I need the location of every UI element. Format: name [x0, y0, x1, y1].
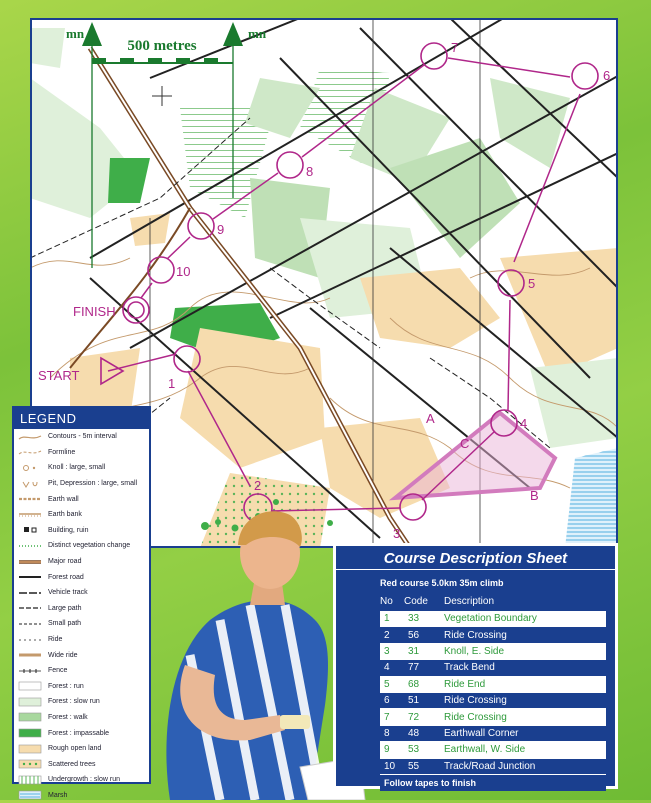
- table-row: 2 56 Ride Crossing: [380, 627, 606, 643]
- building-symbol-icon: [18, 525, 42, 535]
- forest-walk-swatch-icon: [18, 712, 42, 722]
- legend-item: Forest road: [14, 569, 149, 585]
- control-label-5: 5: [528, 276, 536, 291]
- legend-item: Major road: [14, 554, 149, 570]
- north-label-left: mn: [66, 26, 85, 41]
- legend-title: LEGEND: [14, 408, 149, 429]
- forest-slow-run-swatch-icon: [18, 697, 42, 707]
- scale-label: 500 metres: [127, 38, 197, 54]
- legend-item: Marsh: [14, 788, 149, 803]
- large-path-symbol-icon: [18, 603, 42, 613]
- legend-item: Wide ride: [14, 647, 149, 663]
- control-label-1: 1: [168, 376, 176, 391]
- control-label-7: 7: [451, 40, 459, 55]
- legend-item: Distinct vegetation change: [14, 538, 149, 554]
- control-label-9: 9: [217, 222, 225, 237]
- header-no: No: [380, 596, 393, 607]
- route-letter-b: B: [530, 488, 539, 503]
- header-description: Description: [444, 596, 495, 607]
- course-title: Course Description Sheet: [336, 546, 615, 570]
- legend-item: Earth wall: [14, 491, 149, 507]
- course-table: [380, 611, 606, 775]
- ride-symbol-icon: [18, 635, 42, 645]
- control-card: [280, 715, 310, 729]
- vegetation-change-symbol-icon: [18, 541, 42, 551]
- vehicle-track-symbol-icon: [18, 588, 42, 598]
- course-description-sheet: [333, 543, 618, 789]
- legend-item: Forest : run: [14, 679, 149, 695]
- marsh-swatch-icon: [18, 790, 42, 800]
- legend-item: Building, ruin: [14, 523, 149, 539]
- legend-item: Pit, Depression : large, small: [14, 476, 149, 492]
- legend-item: Small path: [14, 616, 149, 632]
- legend-item: Formline: [14, 445, 149, 461]
- forest-road-symbol-icon: [18, 572, 42, 582]
- control-label-2: 2: [254, 478, 262, 493]
- control-label-8: 8: [306, 164, 314, 179]
- route-letter-a: A: [426, 411, 435, 426]
- course-subtitle: Red course 5.0km 35m climb: [380, 578, 504, 588]
- map-legend: [12, 406, 151, 799]
- wide-ride-symbol-icon: [18, 650, 42, 660]
- legend-item: Knoll : large, small: [14, 460, 149, 476]
- undergrowth-swatch-icon: [18, 775, 42, 785]
- pit-symbol-icon: [18, 479, 42, 489]
- course-table-header: [336, 588, 615, 611]
- contour-symbol-icon: [18, 432, 42, 442]
- fence-symbol-icon: [18, 666, 42, 676]
- knoll-symbol-icon: [18, 463, 42, 473]
- control-label-6: 6: [603, 68, 611, 83]
- legend-item: Earth bank: [14, 507, 149, 523]
- legend-item: Forest : impassable: [14, 725, 149, 741]
- major-road-symbol-icon: [18, 557, 42, 567]
- finish-label: FINISH: [73, 304, 116, 319]
- legend-item: Rough open land: [14, 741, 149, 757]
- start-label: START: [38, 368, 80, 383]
- route-letter-c: C: [460, 436, 470, 451]
- earth-bank-symbol-icon: [18, 510, 42, 520]
- scattered-trees-swatch-icon: [18, 759, 42, 769]
- legend-item: Forest : walk: [14, 710, 149, 726]
- legend-item: Vehicle track: [14, 585, 149, 601]
- legend-item: Contours - 5m interval: [14, 429, 149, 445]
- legend-item: Forest : slow run: [14, 694, 149, 710]
- north-label-right: mn: [248, 26, 267, 41]
- control-label-10: 10: [176, 264, 191, 279]
- control-label-3: 3: [393, 526, 401, 541]
- table-row: 6 51 Ride Crossing: [380, 693, 606, 709]
- table-row: 10 55 Track/Road Junction: [380, 759, 606, 775]
- small-path-symbol-icon: [18, 619, 42, 629]
- course-footer: Follow tapes to finish: [380, 775, 606, 791]
- legend-item: Large path: [14, 601, 149, 617]
- rough-open-land-swatch-icon: [18, 744, 42, 754]
- legend-item: Undergrowth : slow run: [14, 772, 149, 788]
- control-label-4: 4: [520, 416, 528, 431]
- table-row: 9 53 Earthwall, W. Side: [380, 742, 606, 758]
- formline-symbol-icon: [18, 447, 42, 457]
- header-code: Code: [404, 596, 428, 607]
- forest-run-swatch-icon: [18, 681, 42, 691]
- table-row: 3 31 Knoll, E. Side: [380, 644, 606, 660]
- table-row: 8 48 Earthwall Corner: [380, 726, 606, 742]
- table-row: 1 33 Vegetation Boundary: [380, 611, 606, 627]
- legend-item: Scattered trees: [14, 756, 149, 772]
- table-row: 4 77 Track Bend: [380, 660, 606, 676]
- legend-item: Fence: [14, 663, 149, 679]
- table-row: 7 72 Ride Crossing: [380, 709, 606, 725]
- forest-impassable-swatch-icon: [18, 728, 42, 738]
- table-row: 5 68 Ride End: [380, 677, 606, 693]
- earth-wall-symbol-icon: [18, 494, 42, 504]
- legend-item: Ride: [14, 632, 149, 648]
